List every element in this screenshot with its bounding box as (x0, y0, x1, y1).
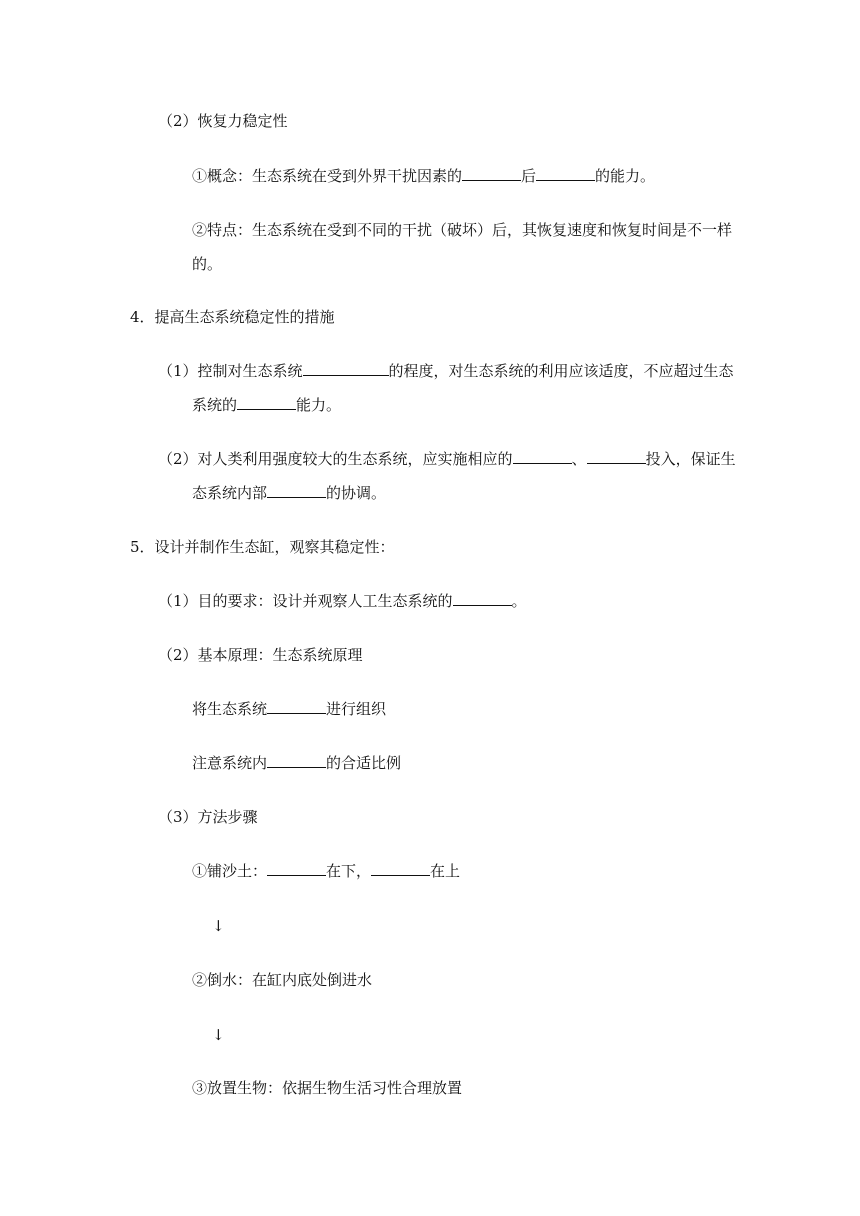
down-arrow-icon: ↓ (212, 1026, 225, 1044)
method-heading: （3）方法步骤 (158, 808, 258, 826)
fill-blank (303, 360, 389, 376)
principle-line: （2）基本原理：生态系统原理 (158, 646, 363, 664)
feature-line: ②特点：生态系统在受到不同的干扰（破坏）后，其恢复速度和恢复时间是不一样 (192, 221, 733, 239)
fill-blank (462, 165, 521, 181)
heading-4: 4．提高生态系统稳定性的措施 (130, 308, 335, 326)
heading-5: 5．设计并制作生态缸，观察其稳定性： (130, 538, 395, 556)
fill-blank (371, 860, 430, 876)
fill-blank (267, 698, 326, 714)
step-1-line: ①铺沙土： 在下， 在上 (192, 862, 461, 880)
concept-line: ①概念：生态系统在受到外界干扰因素的 后 的能力。 (192, 167, 656, 185)
fill-blank (267, 860, 326, 876)
principle-detail-2: 注意系统内 的合适比例 (192, 754, 402, 772)
measure-1-line: （1）控制对生态系统 的程度，对生态系统的利用应该适度，不应超过生态 (158, 362, 734, 380)
measure-2-line-continued: 态系统内部 的协调。 (192, 484, 387, 502)
step-2-line: ②倒水：在缸内底处倒进水 (192, 971, 373, 989)
down-arrow-icon: ↓ (212, 917, 225, 935)
step-3-line: ③放置生物：依据生物生活习性合理放置 (192, 1079, 463, 1097)
fill-blank (267, 752, 326, 768)
fill-blank (587, 448, 646, 464)
goal-line: （1）目的要求：设计并观察人工生态系统的 。 (158, 592, 527, 610)
subheading-resilience-stability: （2）恢复力稳定性 (158, 112, 288, 130)
fill-blank (513, 448, 572, 464)
measure-1-line-continued: 系统的 能力。 (192, 396, 342, 414)
principle-detail-1: 将生态系统 进行组织 (192, 700, 387, 718)
fill-blank (237, 394, 296, 410)
fill-blank (536, 165, 595, 181)
feature-line-continued: 的。 (192, 255, 223, 273)
measure-2-line: （2）对人类利用强度较大的生态系统，应实施相应的 、 投入，保证生 (158, 450, 736, 468)
fill-blank (267, 482, 326, 498)
fill-blank (453, 590, 512, 606)
